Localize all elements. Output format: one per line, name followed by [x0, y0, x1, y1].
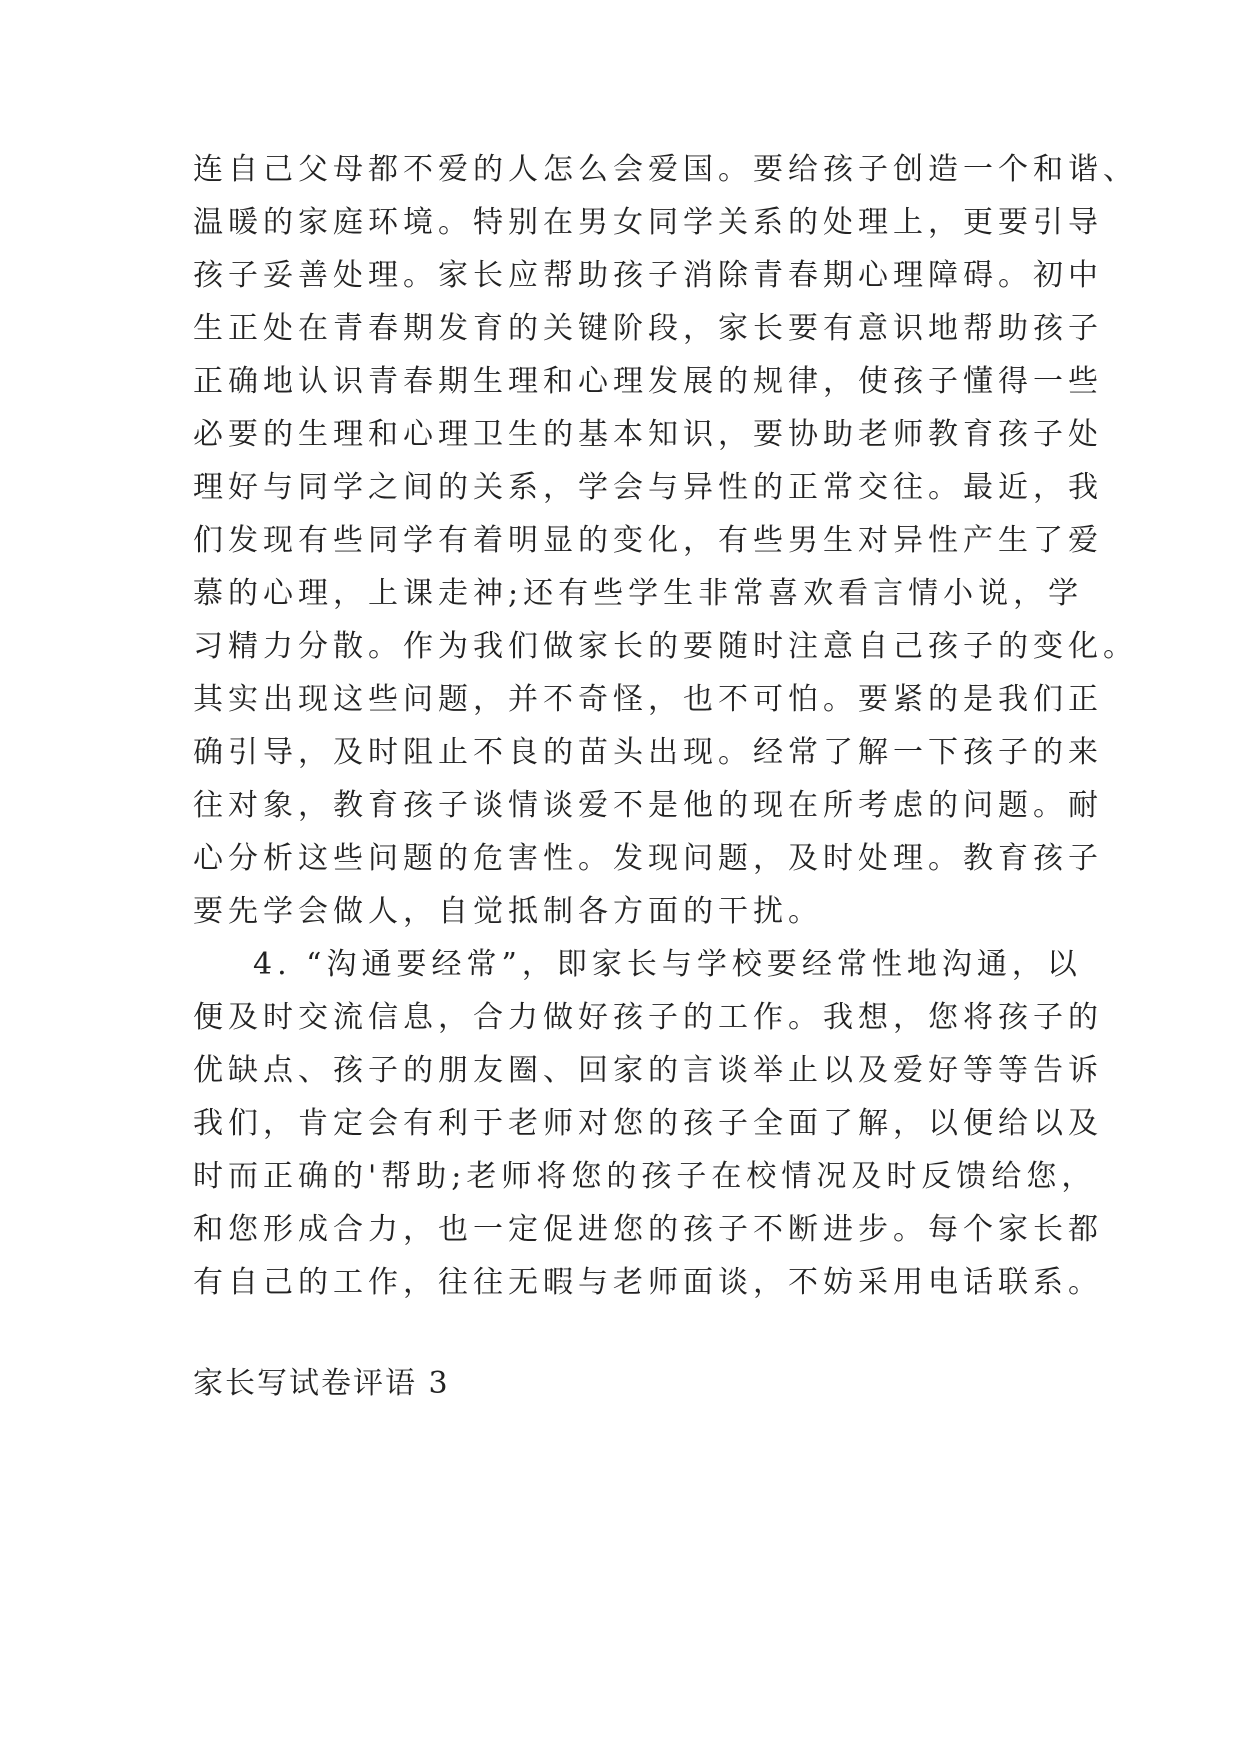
text-line: 孩子妥善处理。家长应帮助孩子消除青春期心理障碍。初中	[193, 258, 1103, 293]
text-line: 有自己的工作，往往无暇与老师面谈，不妨采用电话联系。	[193, 1265, 1103, 1300]
text-line: 和您形成合力，也一定促进您的孩子不断进步。每个家长都	[193, 1212, 1103, 1247]
text-line: 温暖的家庭环境。特别在男女同学关系的处理上，更要引导	[193, 205, 1103, 240]
text-line: 我们，肯定会有利于老师对您的孩子全面了解，以便给以及	[193, 1106, 1103, 1141]
text-line: 连自己父母都不爱的人怎么会爱国。要给孩子创造一个和谐、	[193, 152, 1138, 187]
text-line: 4. “沟通要经常”，即家长与学校要经常性地沟通，以	[253, 947, 1082, 982]
text-line: 往对象，教育孩子谈情谈爱不是他的现在所考虑的问题。耐	[193, 788, 1103, 823]
text-line: 心分析这些问题的危害性。发现问题，及时处理。教育孩子	[193, 841, 1103, 876]
text-line: 习精力分散。作为我们做家长的要随时注意自己孩子的变化。	[193, 629, 1138, 664]
text-line: 正确地认识青春期生理和心理发展的规律，使孩子懂得一些	[193, 364, 1103, 399]
text-line: 们发现有些同学有着明显的变化，有些男生对异性产生了爱	[193, 523, 1103, 558]
text-line: 其实出现这些问题，并不奇怪，也不可怕。要紧的是我们正	[193, 682, 1103, 717]
text-line: 便及时交流信息，合力做好孩子的工作。我想，您将孩子的	[193, 1000, 1103, 1035]
text-line: 必要的生理和心理卫生的基本知识，要协助老师教育孩子处	[193, 417, 1103, 452]
text-line: 时而正确的'帮助;老师将您的孩子在校情况及时反馈给您，	[193, 1159, 1097, 1194]
text-line: 确引导，及时阻止不良的苗头出现。经常了解一下孩子的来	[193, 735, 1103, 770]
section-heading: 家长写试卷评语 3	[193, 1366, 450, 1401]
text-line: 理好与同学之间的关系，学会与异性的正常交往。最近，我	[193, 470, 1103, 505]
text-line: 慕的心理，上课走神;还有些学生非常喜欢看言情小说，学	[193, 576, 1084, 611]
text-line: 生正处在青春期发育的关键阶段，家长要有意识地帮助孩子	[193, 311, 1103, 346]
text-line: 优缺点、孩子的朋友圈、回家的言谈举止以及爱好等等告诉	[193, 1053, 1103, 1088]
text-line: 要先学会做人，自觉抵制各方面的干扰。	[193, 894, 823, 929]
